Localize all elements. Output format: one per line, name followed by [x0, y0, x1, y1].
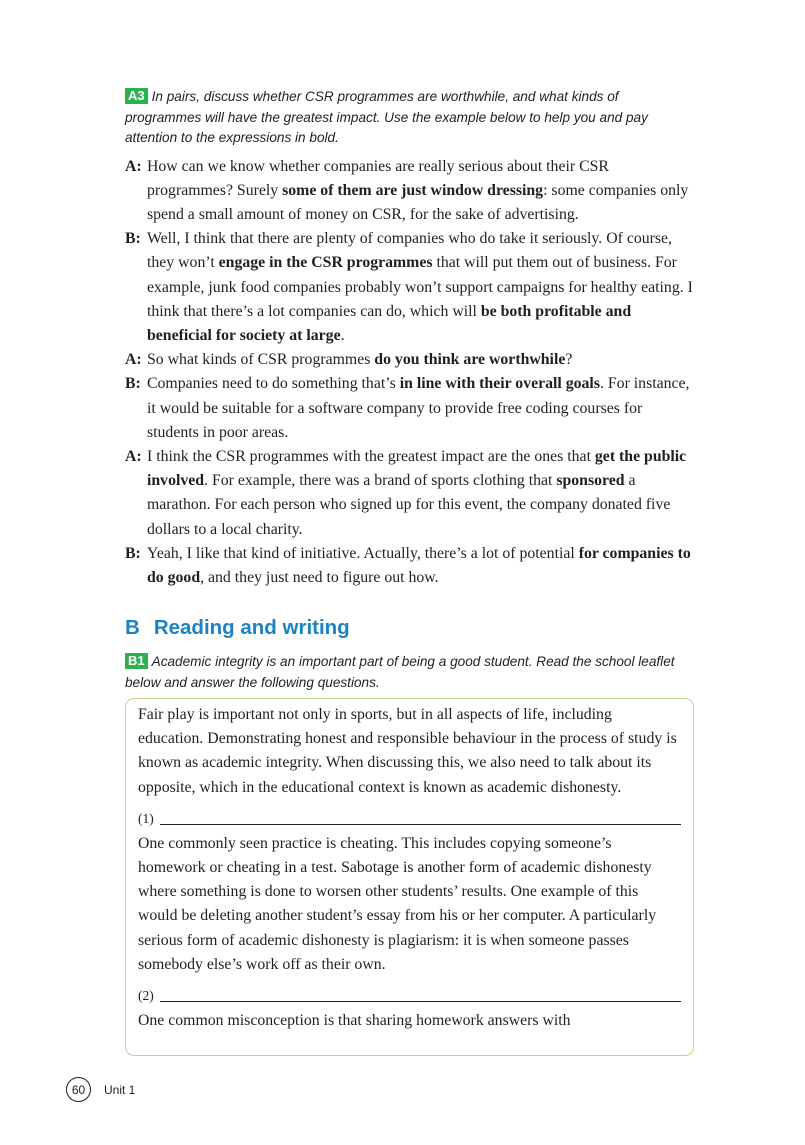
dialogue-text: a marathon. For each person who signed up for this event, the company donated five dollars to a local charity. [147, 472, 671, 538]
school-leaflet [125, 698, 694, 1056]
page-content [125, 87, 695, 693]
b1-instruction-text: Academic integrity is an important part of being a good student. Read the school leaflet below and answer the following questions. [125, 654, 675, 690]
leaflet-paragraph-3: One common misconception is that sharing homework answers with [138, 1012, 571, 1030]
unit-label: Unit 1 [104, 1082, 136, 1097]
dialogue-text: , and they just need to figure out how. [200, 568, 439, 586]
section-b-heading [125, 614, 695, 642]
dialogue-turn [125, 155, 695, 228]
dialogue-speaker: A: [125, 447, 142, 465]
dialogue-text: Companies need to do something that’s [147, 375, 400, 393]
a3-tag: A3 [125, 88, 148, 104]
b1-tag: B1 [125, 653, 148, 669]
a3-dialogue [125, 155, 695, 591]
dialogue-speaker: B: [125, 375, 141, 393]
section-b-letter: B [125, 616, 140, 640]
page-number: 60 [66, 1077, 91, 1102]
dialogue-text: . [340, 326, 345, 344]
dialogue-turn [125, 227, 695, 348]
dialogue-text: : some companies only spend a small amount of money on CSR, for the sake of advertising. [147, 181, 689, 223]
answer-blank-1[interactable] [138, 810, 681, 828]
dialogue-speaker: B: [125, 230, 141, 248]
bold-expression: sponsored [556, 472, 625, 490]
dialogue-text: Yeah, I like that kind of initiative. Actually, there’s a lot of potential [147, 544, 579, 562]
dialogue-speaker: A: [125, 351, 142, 369]
dialogue-turn [125, 372, 695, 445]
dialogue-text: How can we know whether companies are really serious about their CSR programmes? Surely [147, 157, 609, 199]
dialogue-speaker: A: [125, 157, 142, 175]
bold-expression: for companies to do good [147, 544, 691, 586]
dialogue-text: that will put them out of business. For example, junk food companies probably won’t support campaigns for healthy eating. I think that there’s a lot companies can do, which will [147, 254, 693, 320]
bold-expression: engage in the CSR programmes [218, 254, 433, 272]
dialogue-text: Well, I think that there are plenty of companies who do take it seriously. Of course, they won’t [147, 230, 672, 272]
blank-number-1: (1) [138, 810, 154, 826]
bold-expression: get the public involved [147, 447, 687, 490]
dialogue-text: So what kinds of CSR programmes [147, 351, 375, 369]
page-footer [66, 1077, 135, 1102]
bold-expression: in line with their overall goals [399, 375, 600, 393]
bold-expression: be both profitable and beneficial for society at large [147, 302, 632, 344]
dialogue-text: . For example, there was a brand of sports clothing that [204, 472, 557, 490]
b1-instruction [125, 652, 695, 693]
leaflet-paragraph-2: One commonly seen practice is cheating. This includes copying someone’s homework or cheating in a test. Sabotage is another form of academic dishonesty where something is done to worsen other students’ results. One example of this would be deleting another student’s essay from his or her computer. A particularly serious form of academic dishonesty is plagiarism: it is when someone passes somebody else’s work off as their own. [138, 834, 657, 973]
dialogue-turn [125, 348, 695, 372]
answer-blank-2[interactable] [138, 987, 681, 1005]
blank-number-2: (2) [138, 988, 154, 1004]
blank-line-2[interactable] [160, 988, 681, 1002]
dialogue-speaker: B: [125, 544, 141, 562]
dialogue-text: I think the CSR programmes with the greatest impact are the ones that [147, 447, 595, 465]
bold-expression: some of them are just window dressing [282, 181, 544, 199]
a3-instruction-text: In pairs, discuss whether CSR programmes are worthwhile, and what kinds of programmes will have the greatest impact. Use the example below to help you and pay attention to the expressions in bold. [125, 89, 648, 145]
leaflet-paragraph-1: Fair play is important not only in sports, but in all aspects of life, including education. Demonstrating honest and responsible behaviour in the process of study is known as academic integrity. When discussing this, we also need to talk about its opposite, which in the educational context is known as academic dishonesty. [138, 706, 677, 796]
dialogue-text: ? [565, 351, 573, 369]
bold-expression: do you think are worthwhile [374, 351, 566, 369]
a3-instruction [125, 87, 695, 149]
blank-line-1[interactable] [160, 811, 681, 825]
dialogue-turn [125, 542, 695, 590]
dialogue-turn [125, 445, 695, 542]
dialogue-text: . For instance, it would be suitable for a software company to provide free coding courses for students in poor areas. [147, 375, 690, 441]
section-b-title: Reading and writing [153, 616, 350, 640]
